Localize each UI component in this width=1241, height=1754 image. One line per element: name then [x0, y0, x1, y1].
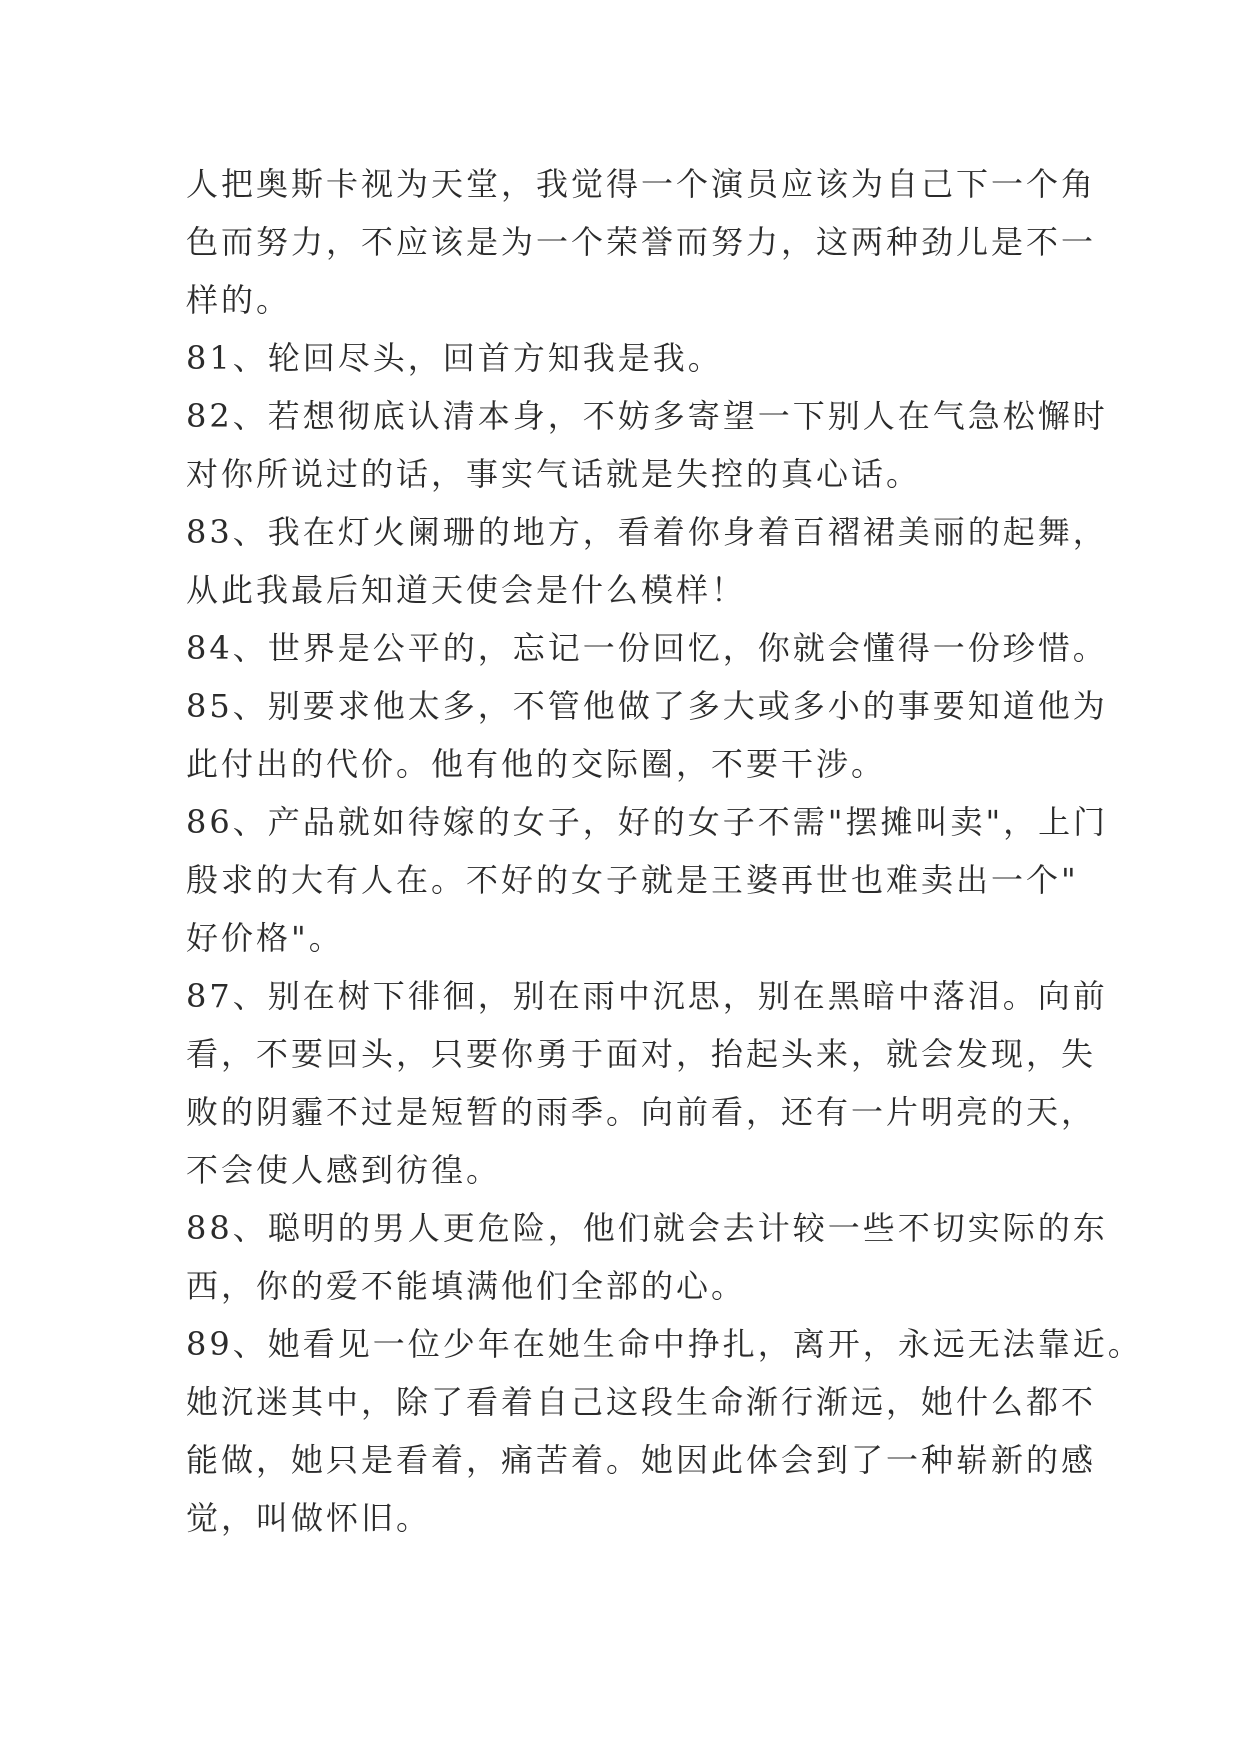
- text-line: 此付出的代价。他有他的交际圈，不要干涉。: [186, 745, 887, 783]
- document-body: [186, 155, 1143, 1547]
- text-line: 殷求的大有人在。不好的女子就是王婆再世也难卖出一个": [186, 861, 1079, 899]
- text-line: 人把奥斯卡视为天堂，我觉得一个演员应该为自己下一个角: [186, 165, 1097, 203]
- text-line: 85、别要求他太多，不管他做了多大或多小的事要知道他为: [186, 687, 1108, 725]
- text-line: 觉，叫做怀旧。: [186, 1499, 432, 1537]
- text-line: 西，你的爱不能填满他们全部的心。: [186, 1267, 747, 1305]
- text-line: 从此我最后知道天使会是什么模样！: [186, 571, 747, 609]
- text-line: 能做，她只是看着，痛苦着。她因此体会到了一种崭新的感: [186, 1441, 1097, 1479]
- text-line: 好价格"。: [186, 919, 344, 957]
- text-line: 89、她看见一位少年在她生命中挣扎，离开，永远无法靠近。: [186, 1325, 1143, 1363]
- text-line: 82、若想彻底认清本身，不妨多寄望一下别人在气急松懈时: [186, 397, 1108, 435]
- text-line: 看，不要回头，只要你勇于面对，抬起头来，就会发现，失: [186, 1035, 1097, 1073]
- text-line: 87、别在树下徘徊，别在雨中沉思，别在黑暗中落泪。向前: [186, 977, 1108, 1015]
- text-line: 不会使人感到彷徨。: [186, 1151, 502, 1189]
- text-line: 她沉迷其中，除了看着自己这段生命渐行渐远，她什么都不: [186, 1383, 1097, 1421]
- text-line: 样的。: [186, 281, 292, 319]
- text-line: 84、世界是公平的，忘记一份回忆，你就会懂得一份珍惜。: [186, 629, 1108, 667]
- text-line: 86、产品就如待嫁的女子，好的女子不需"摆摊叫卖"，上门: [186, 803, 1109, 841]
- text-line: 色而努力，不应该是为一个荣誉而努力，这两种劲儿是不一: [186, 223, 1097, 261]
- text-line: 83、我在灯火阑珊的地方，看着你身着百褶裙美丽的起舞，: [186, 513, 1108, 551]
- text-line: 对你所说过的话，事实气话就是失控的真心话。: [186, 455, 922, 493]
- text-line: 81、轮回尽头，回首方知我是我。: [186, 339, 723, 377]
- text-line: 88、聪明的男人更危险，他们就会去计较一些不切实际的东: [186, 1209, 1108, 1247]
- text-line: 败的阴霾不过是短暂的雨季。向前看，还有一片明亮的天，: [186, 1093, 1097, 1131]
